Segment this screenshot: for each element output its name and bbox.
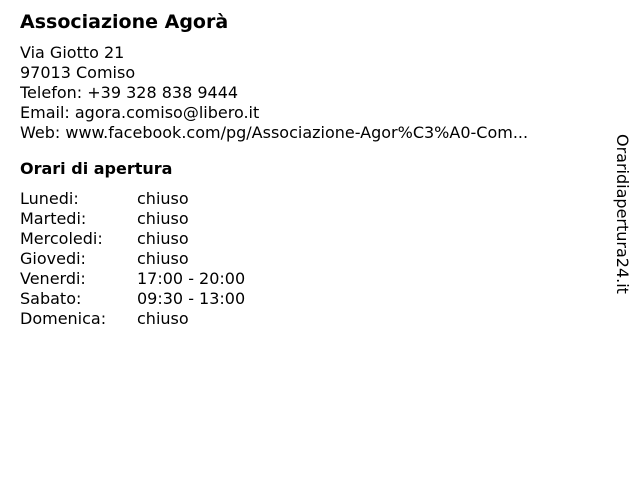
hours-row-saturday — [20, 289, 600, 309]
hours-row-sunday — [20, 309, 600, 329]
time-value: chiuso — [137, 189, 189, 208]
address-street: Via Giotto 21 — [20, 43, 125, 62]
hours-row-tuesday — [20, 209, 600, 229]
hours-row-monday — [20, 189, 600, 209]
time-value: 09:30 - 13:00 — [137, 289, 246, 308]
business-card — [20, 10, 600, 329]
hours-row-wednesday — [20, 229, 600, 249]
time-value: chiuso — [137, 249, 189, 268]
hours-row-thursday — [20, 249, 600, 269]
day-label: Lunedi: — [20, 189, 79, 208]
time-value: chiuso — [137, 309, 189, 328]
day-label: Giovedi: — [20, 249, 86, 268]
day-label: Sabato: — [20, 289, 82, 308]
time-value: chiuso — [137, 209, 189, 228]
day-label: Domenica: — [20, 309, 107, 328]
phone-line: Telefon: +39 328 838 9444 — [20, 83, 239, 102]
time-value: 17:00 - 20:00 — [137, 269, 246, 288]
business-name: Associazione Agorà — [20, 11, 229, 33]
day-label: Martedi: — [20, 209, 87, 228]
web-line: Web: www.facebook.com/pg/Associazione-Agor%C3%A0-Com... — [20, 123, 529, 142]
day-label: Mercoledi: — [20, 229, 103, 248]
time-value: chiuso — [137, 229, 189, 248]
hours-row-friday — [20, 269, 600, 289]
opening-hours-table — [20, 189, 600, 329]
address-city: 97013 Comiso — [20, 63, 136, 82]
day-label: Venerdi: — [20, 269, 86, 288]
opening-hours-title: Orari di apertura — [20, 159, 173, 178]
email-line: Email: agora.comiso@libero.it — [20, 103, 260, 122]
site-watermark-label: Oraridiapertura24.it — [613, 134, 632, 294]
